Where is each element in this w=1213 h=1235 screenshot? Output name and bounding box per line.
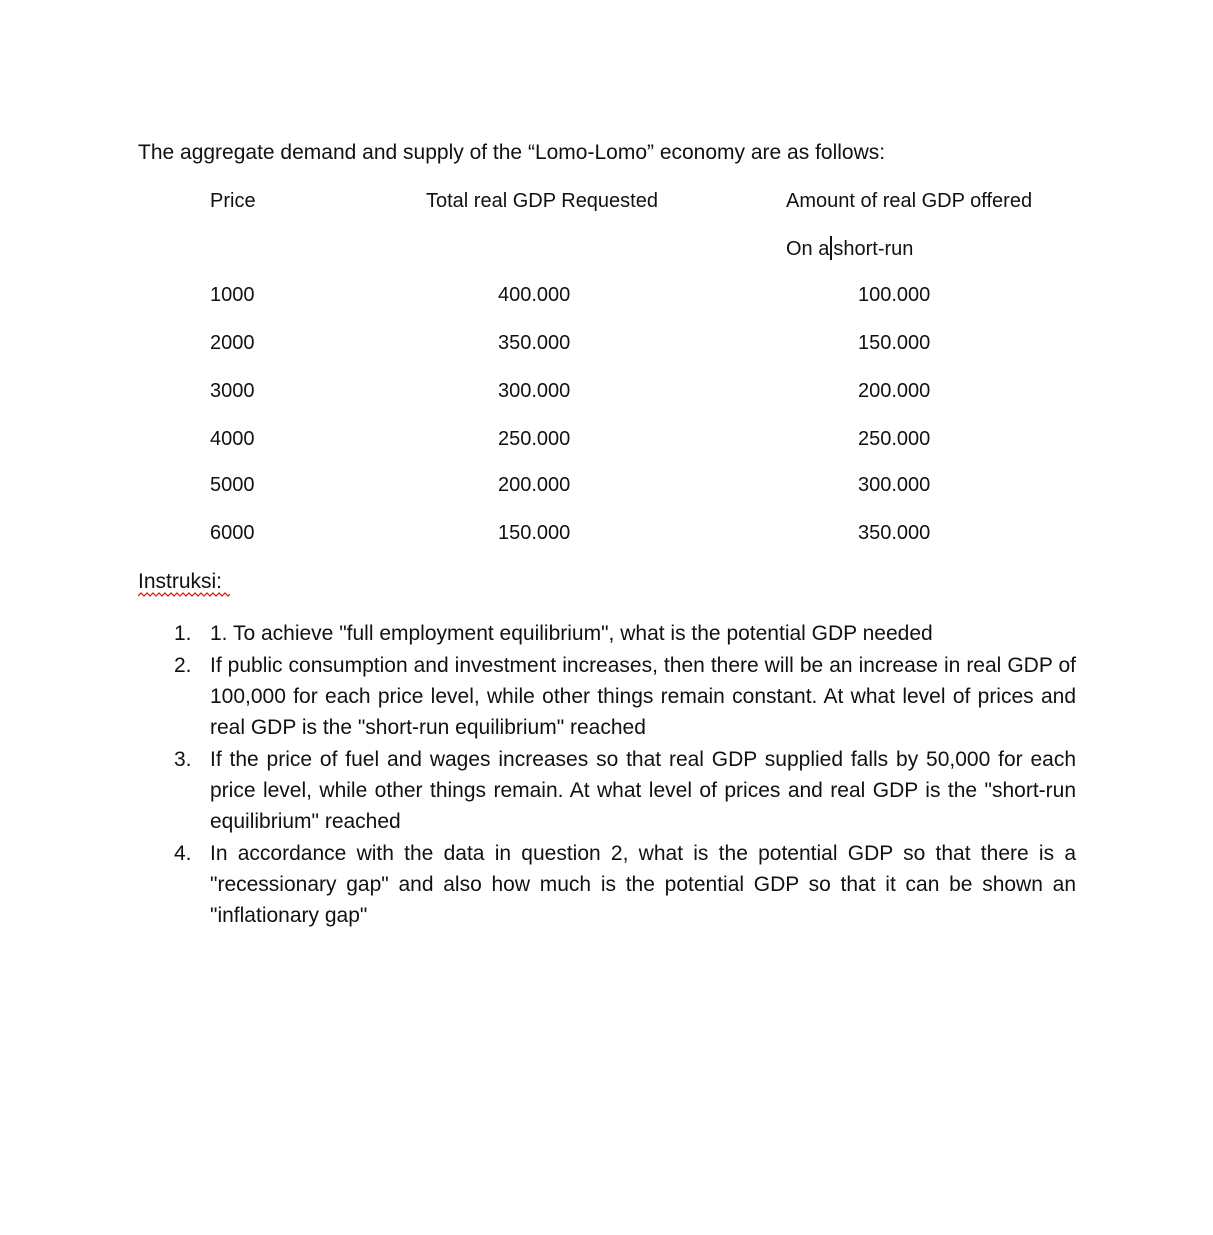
- row-supply: 350.000: [858, 522, 931, 544]
- list-item-number: 4.: [174, 842, 192, 865]
- row-price: 2000: [210, 332, 255, 354]
- list-item: [166, 618, 1076, 649]
- row-demand: 350.000: [498, 332, 571, 354]
- supply-subheader-part2: short-run: [833, 238, 914, 260]
- row-demand: 300.000: [498, 380, 571, 402]
- row-supply: 100.000: [858, 284, 931, 306]
- row-supply: 250.000: [858, 428, 931, 450]
- row-demand: 200.000: [498, 474, 571, 496]
- list-item: [166, 744, 1076, 837]
- spellcheck-underline: [138, 592, 230, 598]
- row-supply: 150.000: [858, 332, 931, 354]
- list-item-number: 2.: [174, 654, 192, 677]
- list-item-number: 3.: [174, 748, 192, 771]
- row-price: 1000: [210, 284, 255, 306]
- list-item-text: In accordance with the data in question 2, what is the potential GDP so that there is a "recessionary gap" and also how much is the potential GDP so that it can be shown an "inflationary gap": [210, 842, 1076, 927]
- list-item: [166, 650, 1076, 743]
- row-price: 3000: [210, 380, 255, 402]
- list-item-text: If the price of fuel and wages increases so that real GDP supplied falls by 50,000 for each price level, while other things remain. At what level of prices and real GDP is the "short-run equilibrium" reached: [210, 748, 1076, 833]
- supply-subheader-part1: On a: [786, 238, 830, 260]
- list-item-text: If public consumption and investment increases, then there will be an increase in real GDP of 100,000 for each price level, while other things remain constant. At what level of prices and real GDP is the "short-run equilibrium" reached: [210, 654, 1076, 739]
- list-item-text: 1. To achieve "full employment equilibrium", what is the potential GDP needed: [210, 622, 933, 645]
- row-price: 4000: [210, 428, 255, 450]
- list-item: [166, 838, 1076, 931]
- row-demand: 250.000: [498, 428, 571, 450]
- instructions-label: Instruksi:: [138, 570, 223, 593]
- header-demand: Total real GDP Requested: [426, 190, 658, 212]
- row-demand: 150.000: [498, 522, 571, 544]
- row-price: 6000: [210, 522, 255, 544]
- row-price: 5000: [210, 474, 255, 496]
- instructions-list: [166, 618, 1076, 932]
- list-item-number: 1.: [174, 622, 192, 645]
- row-supply: 200.000: [858, 380, 931, 402]
- header-supply: Amount of real GDP offered: [786, 190, 1033, 212]
- supply-subheader[interactable]: [786, 236, 913, 261]
- row-supply: 300.000: [858, 474, 931, 496]
- row-demand: 400.000: [498, 284, 571, 306]
- header-price: Price: [210, 190, 256, 212]
- intro-text: The aggregate demand and supply of the “Lomo-Lomo” economy are as follows:: [138, 141, 886, 164]
